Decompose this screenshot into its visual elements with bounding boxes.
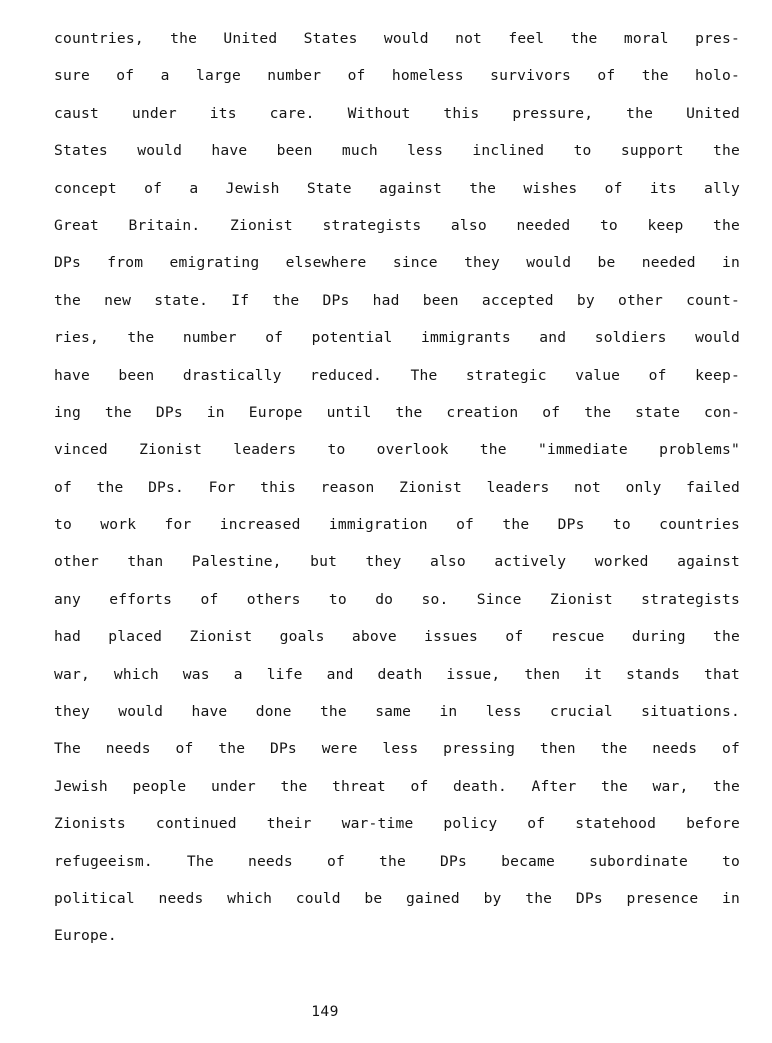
text-line: countries, the United States would not feel the moral pres- bbox=[54, 30, 740, 47]
text-line: other than Palestine, but they also actively worked against bbox=[54, 553, 740, 571]
text-line: ries, the number of potential immigrants and soldiers would bbox=[54, 329, 740, 347]
page-number: 149 bbox=[311, 1003, 339, 1020]
text-line: States would have been much less inclined to support the bbox=[54, 142, 740, 160]
text-line: concept of a Jewish State against the wishes of its ally bbox=[54, 179, 740, 197]
text-line: sure of a large number of homeless survivors of the holo- bbox=[54, 67, 740, 85]
text-line: Zionists continued their war-time policy of statehood before bbox=[54, 815, 740, 833]
body-paragraph bbox=[54, 26, 740, 961]
text-line: to work for increased immigration of the DPs to countries bbox=[54, 516, 740, 534]
text-line: Europe. bbox=[54, 927, 117, 945]
text-line: refugeeism. The needs of the DPs became subordinate to bbox=[54, 852, 740, 870]
text-line: war, which was a life and death issue, then it stands that bbox=[54, 665, 740, 683]
text-line: of the DPs. For this reason Zionist leaders not only failed bbox=[54, 478, 740, 496]
text-line: political needs which could be gained by the DPs presence in bbox=[54, 889, 740, 907]
text-line: they would have done the same in less crucial situations. bbox=[54, 703, 740, 721]
text-line: had placed Zionist goals above issues of rescue during the bbox=[54, 628, 740, 646]
text-line: any efforts of others to do so. Since Zionist strategists bbox=[54, 590, 740, 608]
text-line: Jewish people under the threat of death. After the war, the bbox=[54, 777, 740, 795]
text-line: ing the DPs in Europe until the creation of the state con- bbox=[54, 403, 740, 421]
text-line: the new state. If the DPs had been accepted by other count- bbox=[54, 291, 740, 309]
text-line: DPs from emigrating elsewhere since they would be needed in bbox=[54, 254, 740, 272]
text-line: have been drastically reduced. The strategic value of keep- bbox=[54, 366, 740, 384]
text-line: Great Britain. Zionist strategists also needed to keep the bbox=[54, 216, 740, 234]
text-line: vinced Zionist leaders to overlook the "immediate problems" bbox=[54, 441, 740, 459]
text-line: caust under its care. Without this pressure, the United bbox=[54, 104, 740, 122]
text-line: The needs of the DPs were less pressing then the needs of bbox=[54, 740, 740, 758]
